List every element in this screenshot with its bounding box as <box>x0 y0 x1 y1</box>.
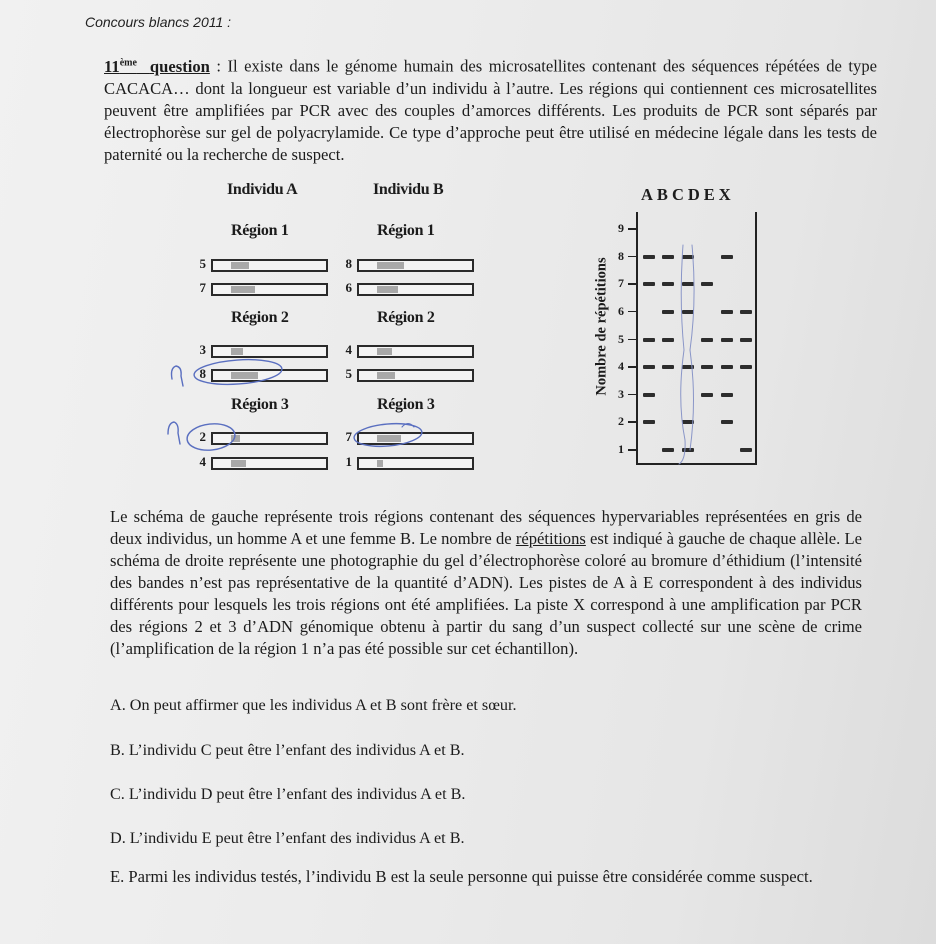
gel-band-a-5 <box>643 338 655 342</box>
gel-band-d-3 <box>701 393 713 397</box>
pencil-line-lane-c <box>679 245 685 464</box>
gel-band-b-8 <box>662 255 674 259</box>
y-tick-label: 6 <box>618 303 624 318</box>
gel-lane-labels <box>641 185 735 205</box>
option-e: E. Parmi les individus testés, l’individu B est la seule personne qui puisse être considérée comme suspect. <box>110 867 813 886</box>
allele-repeat-count: 8 <box>345 256 352 271</box>
y-tick <box>628 366 636 368</box>
gel-band-d-7 <box>701 282 713 286</box>
lane-label-x: X <box>718 185 735 204</box>
lane-label-b: B <box>656 185 672 204</box>
gel-band-b-1 <box>662 448 674 452</box>
allele-repeat-count: 4 <box>345 342 352 357</box>
gel-band-b-4 <box>662 365 674 369</box>
gel-band-b-5 <box>662 338 674 342</box>
allele-bar <box>211 432 328 445</box>
gel-band-x-6 <box>740 310 752 314</box>
gel-band-e-4 <box>721 365 733 369</box>
gel-band-e-3 <box>721 393 733 397</box>
y-tick-label: 5 <box>618 331 624 346</box>
gel-band-c-6 <box>682 310 694 314</box>
gel-band-d-5 <box>701 338 713 342</box>
repeat-region-fill <box>377 286 398 293</box>
allele-bar <box>211 259 328 272</box>
repeat-region-fill <box>231 435 240 442</box>
allele-bar <box>211 369 328 382</box>
gel-bottom-edge <box>636 463 757 465</box>
gel-band-b-7 <box>662 282 674 286</box>
exam-header: Concours blancs 2011 : <box>85 14 232 30</box>
gel-band-a-7 <box>643 282 655 286</box>
gel-band-c-8 <box>682 255 694 259</box>
y-tick-label: 7 <box>618 276 624 291</box>
gel-band-c-7 <box>682 282 694 286</box>
y-tick-label: 3 <box>618 386 624 401</box>
y-tick <box>628 449 636 451</box>
allele-bar <box>357 432 474 445</box>
y-tick-label: 2 <box>618 414 624 429</box>
repeat-region-fill <box>231 372 258 379</box>
region-label: Région 1 <box>377 222 435 239</box>
allele-bar <box>211 457 328 470</box>
gel-band-a-3 <box>643 393 655 397</box>
repeat-region-fill <box>377 435 401 442</box>
lane-label-e: E <box>703 185 719 204</box>
gel-band-a-8 <box>643 255 655 259</box>
gel-y-axis-label: Nombre de répétitions <box>593 257 610 396</box>
allele-bar <box>357 345 474 358</box>
gel-band-e-5 <box>721 338 733 342</box>
pencil-line-lane-c-2 <box>690 245 694 450</box>
question-number: 11ème question <box>104 56 210 76</box>
allele-bar <box>211 283 328 296</box>
gel-band-e-6 <box>721 310 733 314</box>
gel-right-edge <box>755 212 757 463</box>
gel-band-c-1 <box>682 448 694 452</box>
repeat-region-fill <box>231 262 249 269</box>
allele-repeat-count: 1 <box>345 454 352 469</box>
lane-label-c: C <box>671 185 688 204</box>
lane-label-a: A <box>641 185 657 204</box>
gel-band-a-4 <box>643 365 655 369</box>
repeat-region-fill <box>231 460 246 467</box>
option-b: B. L’individu C peut être l’enfant des individus A et B. <box>110 741 465 759</box>
gel-band-d-4 <box>701 365 713 369</box>
repeat-region-fill <box>377 372 395 379</box>
allele-bar <box>357 457 474 470</box>
intro-text: : Il existe dans le génome humain des microsatellites contenant des séquences répétées de type CACACA… dont la longueur est variable d’un individu à l’autre. Les régions qui contiennent ces microsatellites peuvent être amplifiées par PCR avec des couples d’amorces différents. Les produits de PCR sont séparés par électrophorèse sur gel de polyacrylamide. Ce type d’approche peut être utilisé en médecine légale dans les tests de paternité ou la recherche de suspect. <box>104 56 877 164</box>
repeat-region-fill <box>231 286 255 293</box>
option-d: D. L’individu E peut être l’enfant des individus A et B. <box>110 829 465 847</box>
y-tick-label: 8 <box>618 248 624 263</box>
y-tick <box>628 283 636 285</box>
gel-left-edge <box>636 212 638 463</box>
region-label: Région 1 <box>231 222 289 239</box>
region-label: Région 3 <box>377 396 435 413</box>
question-intro <box>104 52 877 166</box>
gel-band-b-6 <box>662 310 674 314</box>
repeat-region-fill <box>377 348 392 355</box>
gel-band-c-2 <box>682 420 694 424</box>
y-tick <box>628 339 636 341</box>
option-a: A. On peut affirmer que les individus A et B sont frère et sœur. <box>110 696 517 714</box>
allele-repeat-count: 5 <box>345 366 352 381</box>
gel-band-x-4 <box>740 365 752 369</box>
individual-label: Individu A <box>227 181 298 198</box>
gel-band-c-4 <box>682 365 694 369</box>
underlined-term: répétitions <box>515 529 586 548</box>
allele-repeat-count: 3 <box>199 342 206 357</box>
repeat-region-fill <box>231 348 243 355</box>
y-tick <box>628 421 636 423</box>
gel-band-x-1 <box>740 448 752 452</box>
question-mark-1 <box>172 366 184 386</box>
y-tick <box>628 228 636 230</box>
region-label: Région 2 <box>231 309 289 326</box>
allele-repeat-count: 6 <box>345 280 352 295</box>
question-mark-2 <box>168 422 180 444</box>
y-tick <box>628 311 636 313</box>
gel-band-a-2 <box>643 420 655 424</box>
allele-bar <box>357 259 474 272</box>
allele-repeat-count: 8 <box>199 366 206 381</box>
option-c: C. L’individu D peut être l’enfant des individus A et B. <box>110 785 466 803</box>
allele-repeat-count: 2 <box>199 429 206 444</box>
y-tick-label: 4 <box>618 359 624 374</box>
allele-repeat-count: 4 <box>199 454 206 469</box>
gel-band-x-5 <box>740 338 752 342</box>
y-tick <box>628 394 636 396</box>
region-label: Région 2 <box>377 309 435 326</box>
repeat-region-fill <box>377 460 383 467</box>
tick-mark <box>402 424 414 428</box>
repeat-region-fill <box>377 262 404 269</box>
allele-repeat-count: 5 <box>199 256 206 271</box>
y-tick-label: 9 <box>618 221 624 235</box>
allele-repeat-count: 7 <box>345 429 352 444</box>
y-tick-label: 1 <box>618 442 624 456</box>
allele-repeat-count: 7 <box>199 280 206 295</box>
y-tick <box>628 256 636 258</box>
lane-label-d: D <box>687 185 704 204</box>
description-paragraph: Le schéma de gauche représente trois régions contenant des séquences hypervariables représentées en gris de deux individus, un homme A et une femme B. Le nombre de répétitions est indiqué à gauche de chaque allèle. Le schéma de droite représente une photographie du gel d’électrophorèse coloré au bromure d’éthidium (l’intensité des bandes n’est pas représentative de la quantité d’ADN). Les pistes de A à E correspondent à des individus différents pour lesquels les trois régions ont été amplifiées. La piste X correspond à une amplification par PCR des régions 2 et 3 d’ADN génomique obtenu à partir du sang d’un suspect collecté sur une scène de crime (l’amplification de la région 1 n’a pas été possible sur cet échantillon). <box>110 507 862 658</box>
allele-bar <box>211 345 328 358</box>
gel-band-e-8 <box>721 255 733 259</box>
gel-band-e-2 <box>721 420 733 424</box>
allele-bar <box>357 369 474 382</box>
individual-label: Individu B <box>373 181 444 198</box>
allele-bar <box>357 283 474 296</box>
region-label: Région 3 <box>231 396 289 413</box>
